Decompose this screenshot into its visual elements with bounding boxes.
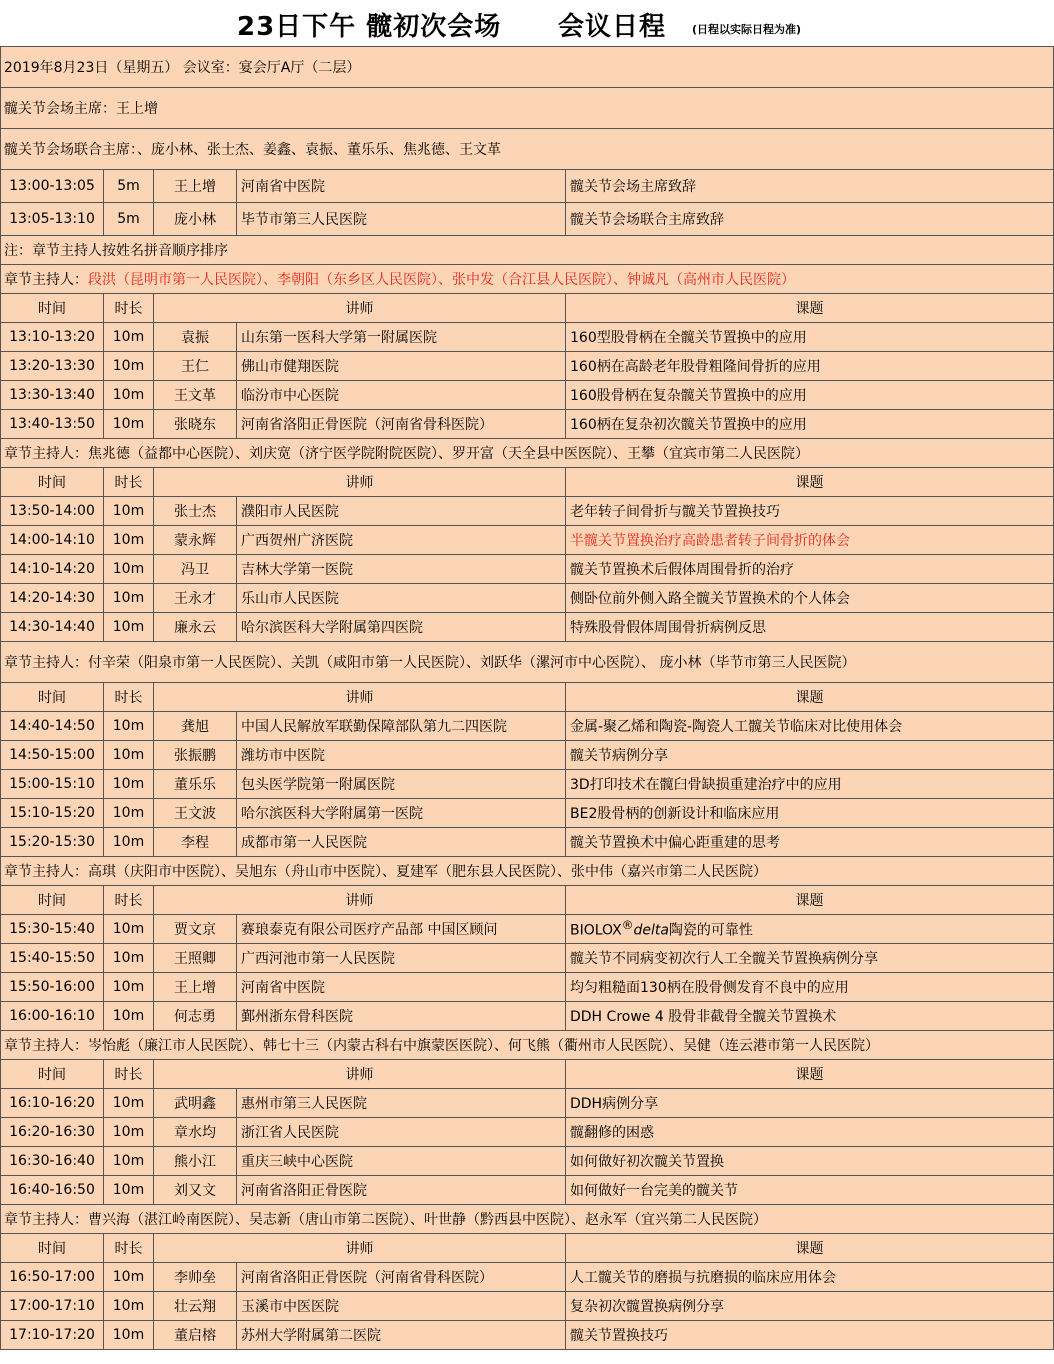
topic-cell: 半髋关节置换治疗高龄患者转子间骨折的体会	[566, 526, 1054, 555]
topic-cell: 髋关节会场主席致辞	[566, 170, 1054, 203]
topic-cell: 160柄在复杂初次髋关节置换中的应用	[566, 410, 1054, 439]
time-cell: 16:40-16:50	[1, 1176, 104, 1205]
chair: 髋关节会场主席：王上增	[1, 88, 1054, 129]
date-room-row	[1, 47, 1054, 88]
duration-cell: 10m	[104, 584, 154, 613]
duration-cell: 10m	[104, 1292, 154, 1321]
time-cell: 13:10-13:20	[1, 323, 104, 352]
org-cell: 河南省洛阳正骨医院（河南省骨科医院）	[237, 1263, 566, 1292]
column-header-duration: 时长	[104, 683, 154, 712]
time-cell: 14:20-14:30	[1, 584, 104, 613]
duration-cell: 10m	[104, 381, 154, 410]
time-cell: 13:50-14:00	[1, 497, 104, 526]
org-cell: 濮阳市人民医院	[237, 497, 566, 526]
host-names: 段洪（昆明市第一人民医院）、李朝阳（东乡区人民医院）、张中发（合江县人民医院）、钟诚凡（高州市人民医院）	[88, 272, 795, 288]
duration-cell: 10m	[104, 526, 154, 555]
section-hosts	[1, 439, 1054, 468]
speaker-cell: 武明鑫	[154, 1089, 237, 1118]
time-cell: 14:50-15:00	[1, 741, 104, 770]
topic-cell: 特殊股骨假体周围骨折病例反思	[566, 613, 1054, 642]
section-hosts	[1, 1205, 1054, 1234]
column-header-topic: 课题	[566, 1234, 1054, 1263]
column-header-row	[1, 1060, 1054, 1089]
speaker-cell: 何志勇	[154, 1002, 237, 1031]
duration-cell: 10m	[104, 1176, 154, 1205]
org-cell: 乐山市人民医院	[237, 584, 566, 613]
speaker-cell: 李程	[154, 828, 237, 857]
topic-cell: DDH病例分享	[566, 1089, 1054, 1118]
section-hosts	[1, 1031, 1054, 1060]
host-names: 曹兴海（湛江岭南医院）、吴志新（唐山市第二医院）、叶世静（黔西县中医院）、赵永军（宜兴第二人民医院）	[88, 1212, 767, 1228]
section-host-row	[1, 1205, 1054, 1234]
speaker-cell: 章水均	[154, 1118, 237, 1147]
duration-cell: 10m	[104, 712, 154, 741]
table-row	[1, 1263, 1054, 1292]
speaker-cell: 袁振	[154, 323, 237, 352]
topic-cell: 160股骨柄在复杂髋关节置换中的应用	[566, 381, 1054, 410]
org-cell: 哈尔滨医科大学附属第四医院	[237, 613, 566, 642]
table-row	[1, 1002, 1054, 1031]
time-cell: 14:10-14:20	[1, 555, 104, 584]
table-row	[1, 1089, 1054, 1118]
org-cell: 哈尔滨医科大学附属第一医院	[237, 799, 566, 828]
duration-cell: 10m	[104, 497, 154, 526]
time-cell: 16:50-17:00	[1, 1263, 104, 1292]
duration-cell: 10m	[104, 352, 154, 381]
topic-cell: 髋翻修的困惑	[566, 1118, 1054, 1147]
speaker-cell: 刘又文	[154, 1176, 237, 1205]
time-cell: 15:30-15:40	[1, 915, 104, 944]
speaker-cell: 贾文京	[154, 915, 237, 944]
duration-cell: 10m	[104, 323, 154, 352]
speaker-cell: 王上增	[154, 973, 237, 1002]
time-cell: 15:10-15:20	[1, 799, 104, 828]
table-row	[1, 584, 1054, 613]
duration-cell: 10m	[104, 828, 154, 857]
topic-cell: 160型股骨柄在全髋关节置换中的应用	[566, 323, 1054, 352]
duration-cell: 10m	[104, 1321, 154, 1350]
topic-cell: 金属-聚乙烯和陶瓷-陶瓷人工髋关节临床对比使用体会	[566, 712, 1054, 741]
table-row	[1, 526, 1054, 555]
column-header-speaker: 讲师	[154, 468, 566, 497]
time-cell: 16:00-16:10	[1, 1002, 104, 1031]
topic-cell: BE2股骨柄的创新设计和临床应用	[566, 799, 1054, 828]
column-header-topic: 课题	[566, 468, 1054, 497]
topic-cell: 髋关节置换技巧	[566, 1321, 1054, 1350]
column-header-row	[1, 468, 1054, 497]
time-cell: 17:00-17:10	[1, 1292, 104, 1321]
topic-cell: 侧卧位前外侧入路全髋关节置换术的个人体会	[566, 584, 1054, 613]
duration-cell: 10m	[104, 613, 154, 642]
duration-cell: 10m	[104, 1002, 154, 1031]
org-cell: 临汾市中心医院	[237, 381, 566, 410]
org-cell: 惠州市第三人民医院	[237, 1089, 566, 1118]
duration-cell: 10m	[104, 1263, 154, 1292]
table-row	[1, 712, 1054, 741]
speaker-cell: 蒙永辉	[154, 526, 237, 555]
table-row	[1, 497, 1054, 526]
duration-cell: 10m	[104, 741, 154, 770]
column-header-duration: 时长	[104, 468, 154, 497]
duration-cell: 10m	[104, 410, 154, 439]
table-row	[1, 381, 1054, 410]
org-cell: 山东第一医科大学第一附属医院	[237, 323, 566, 352]
time-cell: 13:30-13:40	[1, 381, 104, 410]
column-header-topic: 课题	[566, 683, 1054, 712]
speaker-cell: 王永才	[154, 584, 237, 613]
speaker-cell: 熊小江	[154, 1147, 237, 1176]
time-cell: 13:00-13:05	[1, 170, 104, 203]
topic-cell: 人工髋关节的磨损与抗磨损的临床应用体会	[566, 1263, 1054, 1292]
topic-cell: 均匀粗糙面130柄在股骨侧发育不良中的应用	[566, 973, 1054, 1002]
table-row	[1, 915, 1054, 944]
table-row	[1, 1118, 1054, 1147]
topic-cell	[566, 915, 1054, 944]
duration-cell: 10m	[104, 770, 154, 799]
speaker-cell: 李帅垒	[154, 1263, 237, 1292]
host-label: 章节主持人：	[4, 1212, 88, 1228]
ordering-note: 注：章节主持人按姓名拼音顺序排序	[1, 236, 1054, 265]
page-header	[0, 0, 1054, 46]
time-cell: 16:10-16:20	[1, 1089, 104, 1118]
topic-italic: delta	[633, 922, 669, 939]
section-host-row	[1, 265, 1054, 294]
column-header-time: 时间	[1, 1234, 104, 1263]
host-names: 焦兆德（益都中心医院）、刘庆宽（济宁医学院附院医院）、罗开富（天全县中医医院）、王攀（宜宾市第二人民医院）	[88, 446, 809, 462]
org-cell: 吉林大学第一医院	[237, 555, 566, 584]
time-cell: 15:50-16:00	[1, 973, 104, 1002]
host-label: 章节主持人：	[4, 272, 88, 288]
time-cell: 17:10-17:20	[1, 1321, 104, 1350]
table-row	[1, 1321, 1054, 1350]
time-cell: 15:00-15:10	[1, 770, 104, 799]
org-cell: 重庆三峡中心医院	[237, 1147, 566, 1176]
table-row	[1, 170, 1054, 203]
column-header-time: 时间	[1, 1060, 104, 1089]
org-cell: 鄞州浙东骨科医院	[237, 1002, 566, 1031]
org-cell: 河南省洛阳正骨医院	[237, 1176, 566, 1205]
speaker-cell: 董乐乐	[154, 770, 237, 799]
column-header-speaker: 讲师	[154, 1234, 566, 1263]
speaker-cell: 张晓东	[154, 410, 237, 439]
schedule-note: (日程以实际日程为准)	[692, 23, 802, 36]
table-row	[1, 1176, 1054, 1205]
table-row	[1, 741, 1054, 770]
table-row	[1, 770, 1054, 799]
topic-cell: 3D打印技术在髋臼骨缺损重建治疗中的应用	[566, 770, 1054, 799]
table-row	[1, 555, 1054, 584]
registered-mark: ®	[621, 918, 634, 933]
section-hosts	[1, 857, 1054, 886]
speaker-cell: 张士杰	[154, 497, 237, 526]
column-header-row	[1, 294, 1054, 323]
column-header-speaker: 讲师	[154, 683, 566, 712]
table-row	[1, 828, 1054, 857]
org-cell: 中国人民解放军联勤保障部队第九二四医院	[237, 712, 566, 741]
column-header-row	[1, 1234, 1054, 1263]
duration-cell: 10m	[104, 1118, 154, 1147]
org-cell: 赛琅泰克有限公司医疗产品部 中国区顾问	[237, 915, 566, 944]
section-host-row	[1, 642, 1054, 683]
table-row	[1, 944, 1054, 973]
org-cell: 成都市第一人民医院	[237, 828, 566, 857]
column-header-time: 时间	[1, 294, 104, 323]
table-row	[1, 203, 1054, 236]
topic-cell: 复杂初次髋置换病例分享	[566, 1292, 1054, 1321]
time-cell: 15:20-15:30	[1, 828, 104, 857]
speaker-cell: 冯卫	[154, 555, 237, 584]
host-label: 章节主持人：	[4, 864, 88, 880]
duration-cell: 10m	[104, 1089, 154, 1118]
section-hosts	[1, 642, 1054, 683]
topic-cell: 160柄在高龄老年股骨粗隆间骨折的应用	[566, 352, 1054, 381]
topic-cell: 髋关节置换术后假体周围骨折的治疗	[566, 555, 1054, 584]
topic-cell: 髋关节置换术中偏心距重建的思考	[566, 828, 1054, 857]
speaker-cell: 庞小林	[154, 203, 237, 236]
time-cell: 13:40-13:50	[1, 410, 104, 439]
topic-cell: DDH Crowe 4 股骨非截骨全髋关节置换术	[566, 1002, 1054, 1031]
speaker-cell: 董启榕	[154, 1321, 237, 1350]
org-cell: 包头医学院第一附属医院	[237, 770, 566, 799]
table-row	[1, 1147, 1054, 1176]
topic-cell: 老年转子间骨折与髋关节置换技巧	[566, 497, 1054, 526]
time-cell: 16:30-16:40	[1, 1147, 104, 1176]
org-cell: 广西河池市第一人民医院	[237, 944, 566, 973]
table-row	[1, 410, 1054, 439]
column-header-duration: 时长	[104, 886, 154, 915]
duration-cell: 10m	[104, 555, 154, 584]
topic-brand: BIOLOX	[570, 922, 622, 939]
org-cell: 佛山市健翔医院	[237, 352, 566, 381]
speaker-cell: 王仁	[154, 352, 237, 381]
time-cell: 13:05-13:10	[1, 203, 104, 236]
table-row	[1, 973, 1054, 1002]
time-cell: 14:40-14:50	[1, 712, 104, 741]
topic-cell: 髋关节病例分享	[566, 741, 1054, 770]
page-title: 23日下午 髋初次会场	[237, 12, 502, 42]
speaker-cell: 龚旭	[154, 712, 237, 741]
org-cell: 潍坊市中医院	[237, 741, 566, 770]
column-header-speaker: 讲师	[154, 294, 566, 323]
co-chairs-row	[1, 129, 1054, 170]
column-header-topic: 课题	[566, 886, 1054, 915]
host-names: 付辛荣（阳泉市第一人民医院）、关凯（咸阳市第一人民医院）、刘跃华（漯河市中心医院）、 庞小林（毕节市第三人民医院）	[88, 655, 856, 671]
chair-row	[1, 88, 1054, 129]
schedule-body	[1, 47, 1054, 1350]
table-row	[1, 352, 1054, 381]
topic-cell: 如何做好初次髋关节置换	[566, 1147, 1054, 1176]
host-label: 章节主持人：	[4, 446, 88, 462]
co-chairs: 髋关节会场联合主席：、庞小林、张士杰、姜鑫、袁振、董乐乐、焦兆德、王文革	[1, 129, 1054, 170]
time-cell: 15:40-15:50	[1, 944, 104, 973]
time-cell: 13:20-13:30	[1, 352, 104, 381]
host-names: 高琪（庆阳市中医院）、吴旭东（舟山市中医院）、夏建军（肥东县人民医院）、张中伟（嘉兴市第二人民医院）	[88, 864, 767, 880]
table-row	[1, 1292, 1054, 1321]
table-row	[1, 323, 1054, 352]
column-header-time: 时间	[1, 886, 104, 915]
time-cell: 14:00-14:10	[1, 526, 104, 555]
section-host-row	[1, 857, 1054, 886]
column-header-duration: 时长	[104, 1234, 154, 1263]
duration-cell: 10m	[104, 799, 154, 828]
column-header-speaker: 讲师	[154, 1060, 566, 1089]
duration-cell: 10m	[104, 944, 154, 973]
column-header-speaker: 讲师	[154, 886, 566, 915]
column-header-topic: 课题	[566, 294, 1054, 323]
column-header-duration: 时长	[104, 1060, 154, 1089]
topic-cell: 如何做好一台完美的髋关节	[566, 1176, 1054, 1205]
column-header-row	[1, 683, 1054, 712]
topic-rest: 陶瓷的可靠性	[668, 922, 753, 939]
column-header-topic: 课题	[566, 1060, 1054, 1089]
org-cell: 玉溪市中医医院	[237, 1292, 566, 1321]
duration-cell: 5m	[104, 203, 154, 236]
org-cell: 苏州大学附属第二医院	[237, 1321, 566, 1350]
org-cell: 毕节市第三人民医院	[237, 203, 566, 236]
date-room: 2019年8月23日（星期五） 会议室：宴会厅A厅（二层）	[1, 47, 1054, 88]
table-row	[1, 613, 1054, 642]
topic-cell: 髋关节不同病变初次行人工全髋关节置换病例分享	[566, 944, 1054, 973]
org-cell: 河南省洛阳正骨医院（河南省骨科医院）	[237, 410, 566, 439]
speaker-cell: 廉永云	[154, 613, 237, 642]
speaker-cell: 王照卿	[154, 944, 237, 973]
section-hosts	[1, 265, 1054, 294]
column-header-time: 时间	[1, 468, 104, 497]
duration-cell: 10m	[104, 1147, 154, 1176]
duration-cell: 5m	[104, 170, 154, 203]
time-cell: 14:30-14:40	[1, 613, 104, 642]
org-cell: 广西贺州广济医院	[237, 526, 566, 555]
org-cell: 河南省中医院	[237, 170, 566, 203]
topic-cell: 髋关节会场联合主席致辞	[566, 203, 1054, 236]
table-row	[1, 799, 1054, 828]
speaker-cell: 王文波	[154, 799, 237, 828]
speaker-cell: 张振鹏	[154, 741, 237, 770]
column-header-row	[1, 886, 1054, 915]
host-label: 章节主持人：	[4, 1038, 88, 1054]
section-host-row	[1, 439, 1054, 468]
page-title-schedule: 会议日程	[558, 12, 667, 42]
host-names: 岑怡彪（廉江市人民医院）、韩七十三（内蒙古科右中旗蒙医医院）、何飞熊（衢州市人民医院）、吴健（连云港市第一人民医院）	[88, 1038, 879, 1054]
speaker-cell: 壮云翔	[154, 1292, 237, 1321]
org-cell: 浙江省人民医院	[237, 1118, 566, 1147]
host-label: 章节主持人：	[4, 655, 88, 671]
duration-cell: 10m	[104, 973, 154, 1002]
schedule-table	[0, 46, 1054, 1350]
speaker-cell: 王上增	[154, 170, 237, 203]
column-header-duration: 时长	[104, 294, 154, 323]
time-cell: 16:20-16:30	[1, 1118, 104, 1147]
org-cell: 河南省中医院	[237, 973, 566, 1002]
duration-cell: 10m	[104, 915, 154, 944]
column-header-time: 时间	[1, 683, 104, 712]
section-host-row	[1, 1031, 1054, 1060]
note-row	[1, 236, 1054, 265]
speaker-cell: 王文革	[154, 381, 237, 410]
